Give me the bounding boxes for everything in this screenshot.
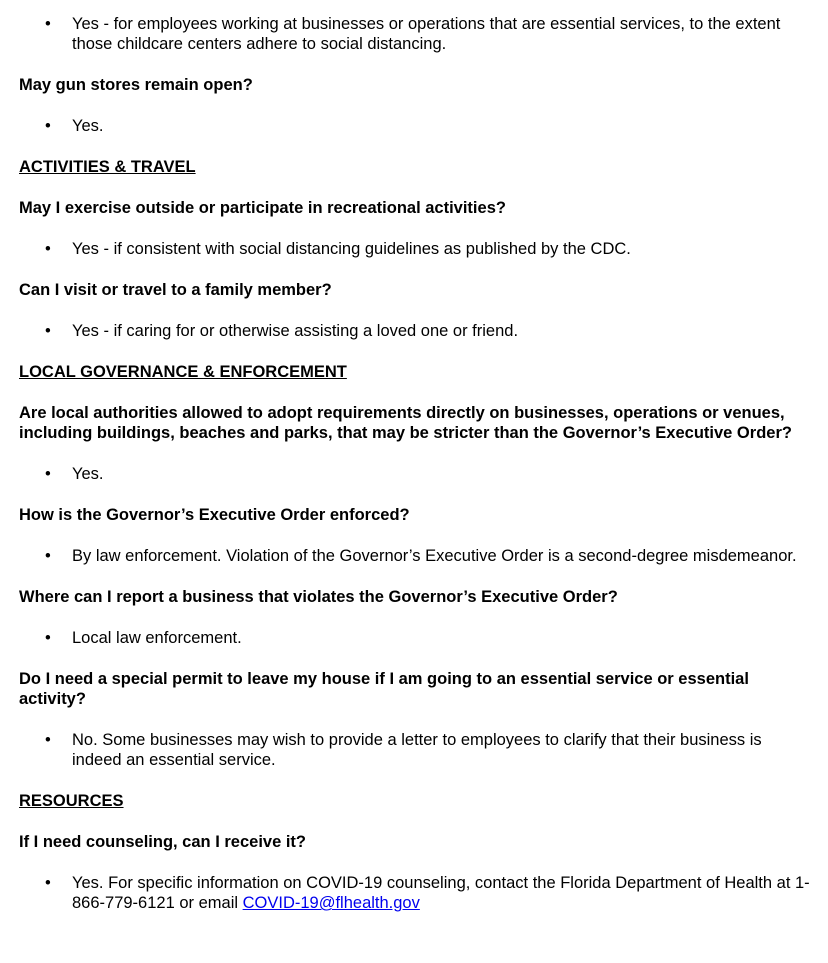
answer-text: Yes. (72, 465, 104, 483)
answer-local-authorities (19, 464, 811, 484)
answer-exercise (19, 239, 811, 259)
answer-counseling (19, 873, 811, 913)
question-special-permit: Do I need a special permit to leave my house if I am going to an essential service or essential activity? (19, 670, 749, 708)
document-page (19, 14, 811, 934)
section-heading-activities-travel: ACTIVITIES & TRAVEL (19, 158, 196, 176)
bullet-glyph: • (45, 874, 51, 892)
bullet-glyph: • (45, 240, 51, 258)
question-exercise: May I exercise outside or participate in recreational activities? (19, 199, 506, 217)
answer-special-permit (19, 730, 811, 770)
answer-text: No. Some businesses may wish to provide a letter to employees to clarify that their business is indeed an essential service. (72, 731, 762, 769)
email-link[interactable]: COVID-19@flhealth.gov (242, 894, 420, 912)
bullet-glyph: • (45, 15, 51, 33)
answer-report-business (19, 628, 811, 648)
answer-childcare (19, 14, 811, 54)
answer-text: Yes - for employees working at businesses or operations that are essential services, to the extent those childcare centers adhere to social distancing. (72, 15, 781, 53)
question-visit-family: Can I visit or travel to a family member? (19, 281, 332, 299)
question-local-authorities: Are local authorities allowed to adopt requirements directly on businesses, operations or venues, including buildings, beaches and parks, that may be stricter than the Governor’s Executive Order? (19, 404, 792, 442)
answer-text: Yes. (72, 117, 104, 135)
answer-enforcement (19, 546, 811, 566)
section-heading-resources: RESOURCES (19, 792, 124, 810)
bullet-glyph: • (45, 629, 51, 647)
question-counseling: If I need counseling, can I receive it? (19, 833, 307, 851)
bullet-glyph: • (45, 547, 51, 565)
answer-gun-stores (19, 116, 811, 136)
answer-visit-family (19, 321, 811, 341)
question-gun-stores: May gun stores remain open? (19, 76, 253, 94)
answer-text: By law enforcement. Violation of the Governor’s Executive Order is a second-degree misdemeanor. (72, 547, 797, 565)
answer-text (72, 873, 811, 913)
answer-text: Yes - if consistent with social distancing guidelines as published by the CDC. (72, 240, 631, 258)
question-enforcement: How is the Governor’s Executive Order enforced? (19, 506, 410, 524)
answer-text: Local law enforcement. (72, 629, 242, 647)
bullet-glyph: • (45, 117, 51, 135)
bullet-glyph: • (45, 731, 51, 749)
bullet-glyph: • (45, 322, 51, 340)
section-heading-local-governance: LOCAL GOVERNANCE & ENFORCEMENT (19, 363, 347, 381)
bullet-glyph: • (45, 465, 51, 483)
answer-counseling-text: Yes. For specific information on COVID-19 counseling, contact the Florida Department of Health at 1-866-779-6121 or email (72, 874, 810, 912)
question-report-business: Where can I report a business that violates the Governor’s Executive Order? (19, 588, 618, 606)
answer-text: Yes - if caring for or otherwise assisting a loved one or friend. (72, 322, 519, 340)
